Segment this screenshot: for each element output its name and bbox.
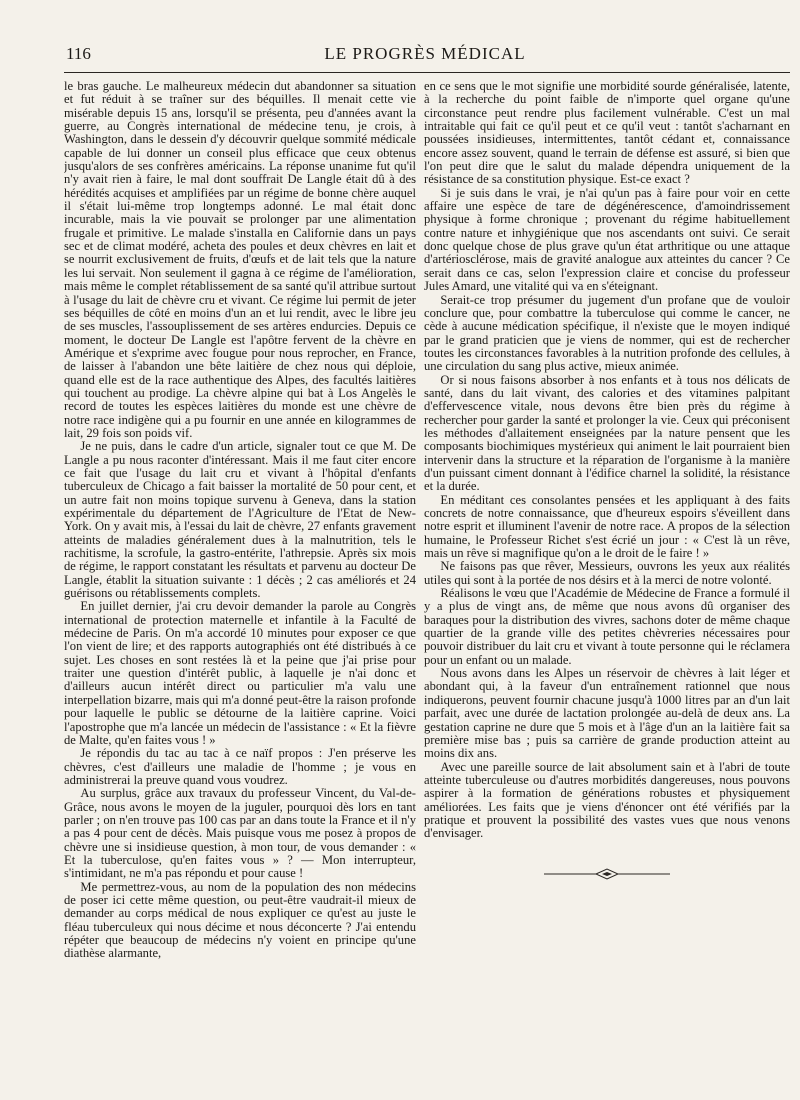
header-rule (64, 72, 790, 73)
paragraph: En juillet dernier, j'ai cru devoir demander la parole au Congrès international de protection maternelle et infantile à la Faculté de médecine de Paris. On m'a accordé 10 minutes pour exposer ce que l'on vient de lire; et des rapports autographiés ont été distribués à ce sujet. Les choses en sont restées là et la peine que j'ai prise pour traiter une question d'intérêt public, à laquelle je n'ai donc et d'ailleurs aucun intérêt direct ou particulier m'a valu une interpellation bizarre, mais qui m'a donné peut-être la raison profonde pour laquelle le public se détourne de la laitière caprine. Voici l'apostrophe que m'a lancée un médecin de l'assistance : « Et la fièvre de Malte, qu'en faites vous ! » (64, 599, 416, 747)
left-column (64, 80, 416, 1080)
right-column (424, 80, 790, 1080)
paragraph: en ce sens que le mot signifie une morbidité sourde généralisée, latente, à la recherche du point faible de n'importe quel organe qu'une circonstance peut rendre plus facilement vulnérable. C'est un mal intraitable qui fait ce qu'il peut et ce qu'il veut : tantôt s'acharnant en poussées insidieuses, intermittentes, tantôt cédant et, connaissance encore assez souvent, quand le terrain de défense est assuré, si bien que l'on peut dire que le salut du malade dépendra uniquement de la résistance de sa constitution physique. Est-ce exact ? (424, 80, 790, 187)
paragraph: Réalisons le vœu que l'Académie de Médecine de France a formulé il y a plus de vingt ans, de même que nous avons dû organiser des baraques pour la distribution des vivres, sachons doter de même chaque quartier de la grande ville des petites chèvreries nécessaires pour pouvoir distribuer du lait cru et vivant à toute personne qui le réclamera pour un enfant ou un malade. (424, 586, 790, 667)
paragraph: Je ne puis, dans le cadre d'un article, signaler tout ce que M. De Langle a pu nous raconter d'intéressant. Mais il me faut citer encore ce fait que l'usage du lait cru et vivant à l'hôpital d'enfants tuberculeux de Chicago a fait baisser la mortalité de 50 pour cent, et un autre fait non moins topique survenu à Geneva, dans la station expérimentale du département de l'Agriculture de l'Etat de New-York. On y avait mis, à l'essai du lait de chèvre, 27 enfants gravement atteints de maladies généralement dues à la malnutrition, tels le rachitisme, la scrofule, la gastro-entérite, l'athrepsie. Après six mois de régime, le rapport constatant les résultats et parvenu au docteur De Langle, établit la situation suivante : 1 décès ; 2 cas améliorés et 24 guérisons ou rétablissements complets. (64, 439, 416, 601)
page-number: 116 (66, 44, 91, 63)
paragraph: Avec une pareille source de lait absolument sain et à l'abri de toute atteinte tuberculeuse ou d'autres morbidités dangereuses, nous pouvons aspirer à la formation de générations robustes et physiquement améliorées. Les faits que je viens d'énoncer ont été vérifiés par la pratique et prouvent la possibilité des vastes vues que nous venons d'envisager. (424, 759, 790, 841)
paragraph: Or si nous faisons absorber à nos enfants et à tous nos délicats de santé, dans du lait vivant, des calories et des vitamines palpitant d'effervescence vitale, nous devons être bien près du régime à rechercher pour garder la santé et prolonger la vie. Ceux qui préconisent les méthodes d'allaitement enseignées par la nature pensent que les composants biochimiques mystérieux qui animent le lait pourraient bien intervenir dans la structure et la réparation de l'organisme à la manière d'un puissant ciment donnant à l'édifice charnel la solidité, la résistance et la durée. (424, 372, 790, 494)
paragraph: En méditant ces consolantes pensées et les appliquant à des faits concrets de notre connaissance, que d'heureux espoirs s'éveillent dans notre esprit et illuminent l'avenir de notre race. A propos de la sélection humaine, le Professeur Richet s'est écrié un jour : « C'est là un rêve, mais un rêve si magnifique qu'on a le droit de le faire ! » (424, 492, 790, 561)
paragraph: Ne faisons pas que rêver, Messieurs, ouvrons les yeux aux réalités utiles qui sont à la portée de nos désirs et à la merci de notre volonté. (424, 559, 790, 587)
paragraph: Serait-ce trop présumer du jugement d'un profane que de vouloir conclure que, pour combattre la tuberculose qui comme le cancer, ne cède à aucune médication spécifique, il n'existe que le moyen indiqué par le grand praticien que je viens de nommer, qui est de rechercher toutes les circonstances favorables à la nutrition profonde des cellules, à une circulation du sang plus active, mieux animée. (424, 292, 790, 374)
paragraph: Je répondis du tac au tac à ce naïf propos : J'en préserve les chèvres, c'est d'ailleurs une maladie de l'homme ; je vous en administrerai la preuve quand vous voudrez. (64, 746, 416, 787)
paragraph: Si je suis dans le vrai, je n'ai qu'un pas à faire pour voir en cette affaire une espèce de tare de dégénérescence, d'amoindrissement physique à forme chronique ; provenant du régime habituellement contre nature et inhygiénique que nos ascendants ont suivi. Ce serait donc quelque chose de plus grave qu'un état arthritique ou une attaque d'artériosclérose, mais de gravité analogue aux atteintes du cancer ? Ce serait dans ce cas, selon l'expression claire et concise du professeur Jules Amard, une vitalité qui va en s'éteignant. (424, 185, 790, 294)
page-header (60, 44, 790, 68)
end-ornament (424, 867, 790, 887)
paragraph: Me permettrez-vous, au nom de la population des non médecins de poser ici cette même question, ou peut-être vaudrait-il mieux de demander au corps médical de nous expliquer ce qu'est au juste le fléau tuberculeux qui nous décime et nous déconcerte ? J'ai entendu répéter que beaucoup de médecins n'y voient en principe qu'une diathèse alarmante, (64, 879, 416, 961)
paragraph: Au surplus, grâce aux travaux du professeur Vincent, du Val-de-Grâce, nous avons le moyen de la juguler, pourquoi dès lors en tant parler ; on n'en trouve pas 100 cas par an dans toute la France et il n'y a pas 4 pour cent de décès. Mais puisque vous me posez à propos de chèvre une si insidieuse question, à mon tour, de vous demander : « Et la tuberculose, qu'en faites vous » ? — Mon interrupteur, s'intimidant, ne m'a pas répondu et pour cause ! (64, 786, 416, 881)
paragraph: Nous avons dans les Alpes un réservoir de chèvres à lait léger et abondant qui, à la faveur d'un entraînement rationnel que nous indiquerons, peuvent fournir chacune jusqu'à 1000 litres par an d'un lait parfait, avec une durée de lactation prolongée au-delà de deux ans. La gestation caprine ne dure que 5 mois et à l'âge d'un an la laitière fait sa première mise bas ; puis sa carrière de grande production atteint au moins dix ans. (424, 666, 790, 761)
journal-title: LE PROGRÈS MÉDICAL (324, 44, 526, 63)
paragraph: le bras gauche. Le malheureux médecin dut abandonner sa situation et fut réduit à se traîner sur des béquilles. Il menait cette vie misérable depuis 15 ans, lorsqu'il se présenta, peu d'années avant la guerre, au Congrès international de médecine tenu, je crois, à Washington, dans le dessein d'y découvrir quelque sommité médicale capable de lui donner un conseil plus efficace que ceux obtenus jusqu'alors de ses confrères américains. La réponse unanime fut qu'il n'y avait rien à faire, le mal dont souffrait De Langle était dû à des hérédités acquises et amplifiées par un régime de bonne chère auquel il s'était lui-même trop longtemps adonné. Le mal était donc incurable, mais la vie pouvait se prolonger par une alimentation frugale et primitive. Le malade s'installa en Californie dans un pays sec et de climat modéré, acheta des poules et deux chèvres en lait et se nourrit exclusivement de fruits, d'œufs et de lait tels que la nature les lui servait. Non seulement il gagna à ce régime de l'amélioration, mais même le complet rétablissement de sa santé qu'il attribue surtout à l'usage du lait de chèvre cru et vivant. Ce régime lui permit de jeter ses béquilles de côté en moins d'un an et lui rendit, avec le libre jeu de ses muscles, l'assouplissement de ses artères endurcies. Depuis ce moment, le docteur De Langle est l'apôtre fervent de la chèvre en Amérique et s'exprime avec fougue pour nous reprocher, en France, de laisser à l'abandon une bête laitière de chez nous qui déploie, quand elle est de la race authentique des Alpes, des facultés laitières qui touchent au prodige. La chèvre alpine qui bat à Los Angelès le record de toutes les espèces laitières du monde est une chèvre de notre race indigène qui a pu fournir en une année en kilogrammes de lait, 29 fois son poids vif. (64, 80, 416, 440)
